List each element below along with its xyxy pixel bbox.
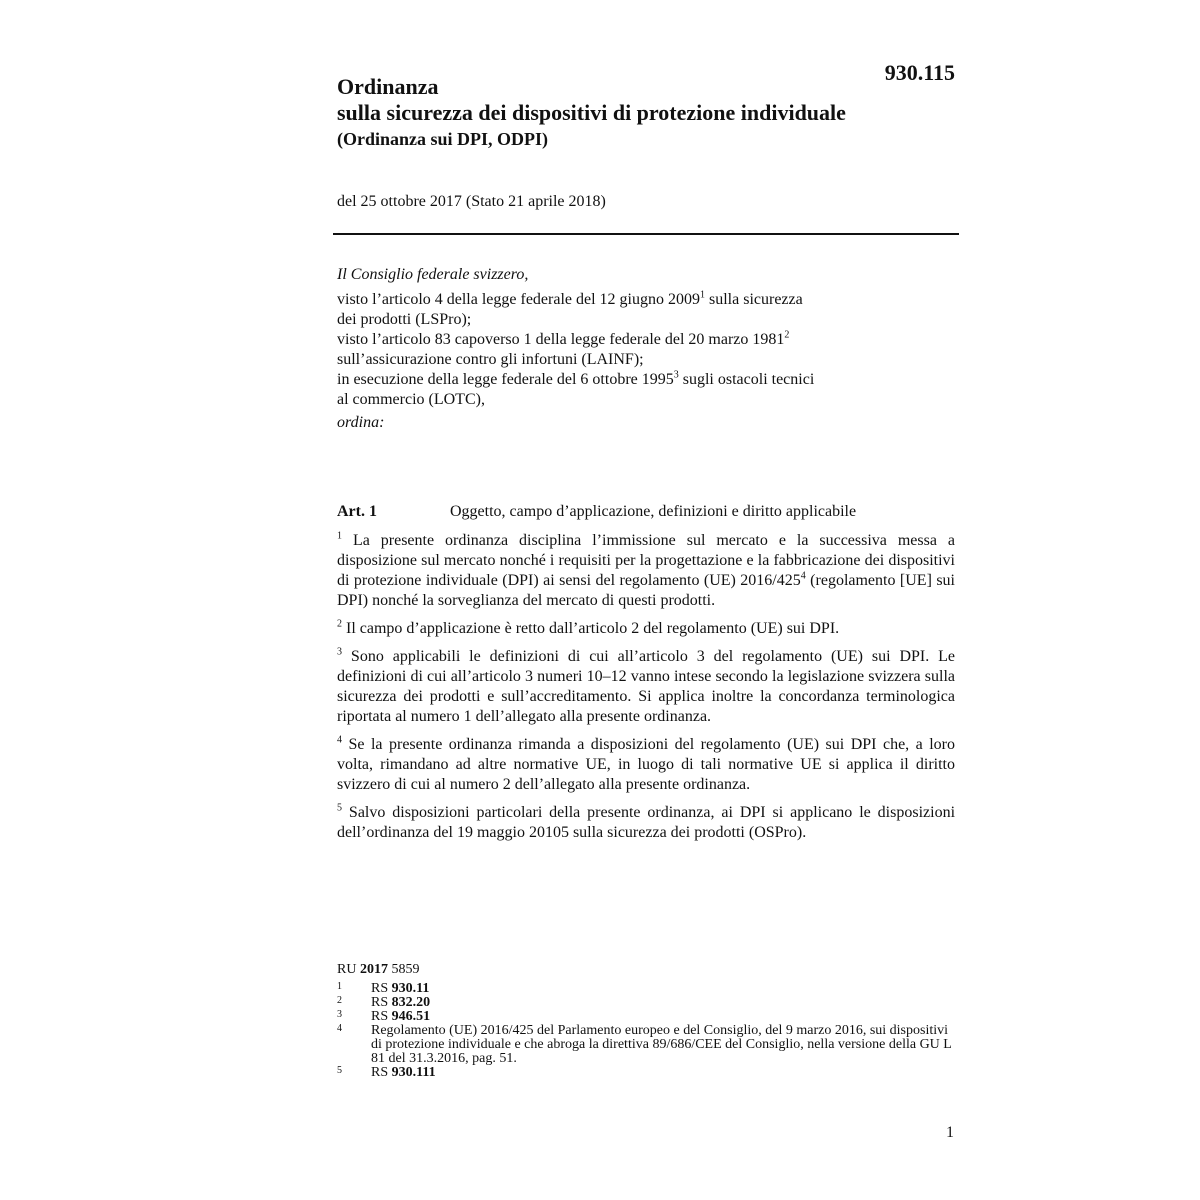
article-paragraph: $^3$ Sono applicabili le definizioni di cui all’articolo 3 del regolamento (UE) sui DPI. Le definizioni di cui all’articolo 3 numeri 10–12 vanno intese secondo la legislazione svizzera sulla sicurezza dei prodotti e sull’accreditamento. Si applica inoltre la concordanza terminologica riportata al numero 1 dell’allegato alla presente ordinanza.: [337, 646, 956, 725]
page-number: 1: [946, 1124, 954, 1141]
header-divider: [333, 233, 959, 235]
article-paragraph: $^1$ La presente ordinanza disciplina l’immissione sul mercato e la successiva messa a disposizione sul mercato nonché i requisiti per la progettazione e la fabbricazione dei dispositivi di protezione individuale (DPI) ai sensi del regolamento (UE) $2016/425^4$ (regolamento [UE] sui DPI) nonché la sorveglianza del mercato di questi prodotti.: [337, 530, 955, 609]
article-paragraph: $^4$ Se la presente ordinanza rimanda a disposizioni del regolamento (UE) sui DPI che, a loro volta, rimandano ad altre normative UE, in luogo di tali normative UE si applica il diritto svizzero di cui al numero 2 dell’allegato alla presente ordinanza.: [337, 734, 955, 793]
title-line-2: sulla sicurezza dei dispositivi di protezione individuale: [337, 100, 846, 125]
footnotes: [337, 982, 957, 1080]
article-paragraph: $^2$ Il campo d’applicazione è retto dall’articolo 2 del regolamento (UE) sui DPI.: [337, 618, 840, 637]
preamble-line: in esecuzione della legge federale del 6 ottobre 1995$^3$ sugli ostacoli tecnici: [337, 369, 815, 388]
preamble-decree: ordina:: [337, 414, 385, 431]
preamble-line: sull’assicurazione contro gli infortuni (LAINF);: [337, 351, 644, 368]
paragraph-number: 3: [337, 646, 342, 658]
footnote: 3 RS 946.51: [337, 1009, 431, 1024]
paragraph-number: 4: [337, 734, 342, 746]
footnote-ref[interactable]: 3: [673, 369, 679, 381]
footnote: 1 RS 930.11: [337, 981, 430, 996]
footnote-ref[interactable]: 1: [700, 289, 705, 301]
document-title: [337, 74, 957, 152]
title-line-1: Ordinanza: [337, 74, 439, 99]
preamble: [337, 265, 957, 433]
official-compilation-ref: RU 2017 5859: [337, 962, 420, 977]
preamble-line: visto l’articolo 83 capoverso 1 della legge federale del 20 marzo 1981$^2$: [337, 329, 790, 348]
article-number: Art. 1: [337, 503, 377, 520]
footnote: 5 RS 930.111: [337, 1065, 436, 1080]
footnote: 2 RS 832.20: [337, 995, 431, 1010]
preamble-line: visto l’articolo 4 della legge federale del 12 giugno 2009$^1$ sulla sicurezza: [337, 289, 803, 308]
document-date: del 25 ottobre 2017 (Stato 21 aprile 2018): [337, 193, 606, 210]
preamble-organ: Il Consiglio federale svizzero,: [337, 266, 529, 283]
paragraph-number: 1: [337, 530, 342, 542]
article-body: [337, 531, 955, 851]
sr-number: 930.115: [884, 60, 955, 85]
article-title: Oggetto, campo d’applicazione, definizioni e diritto applicabile: [450, 503, 857, 520]
paragraph-number: 5: [337, 802, 342, 814]
preamble-line: al commercio (LOTC),: [337, 391, 485, 408]
footnote-ref[interactable]: 4: [800, 570, 806, 582]
footnote: 4 Regolamento (UE) 2016/425 del Parlamento europeo e del Consiglio, del 9 marzo 2016, sui dispositivi di protezione individuale e che abroga la direttiva 89/686/CEE del Consiglio, nella versione della GU L 81 del 31.3.2016, pag. 51.: [337, 1023, 952, 1066]
footnote-ref[interactable]: 2: [784, 329, 790, 341]
article-paragraph: $^5$ Salvo disposizioni particolari della presente ordinanza, ai DPI si applicano le disposizioni dell’ordinanza del 19 maggio 20105 sulla sicurezza dei prodotti (OSPro).: [337, 802, 956, 841]
preamble-line: dei prodotti (LSPro);: [337, 311, 472, 328]
paragraph-number: 2: [337, 618, 342, 630]
title-short-name: (Ordinanza sui DPI, ODPI): [337, 129, 549, 149]
article-heading: [337, 503, 957, 521]
